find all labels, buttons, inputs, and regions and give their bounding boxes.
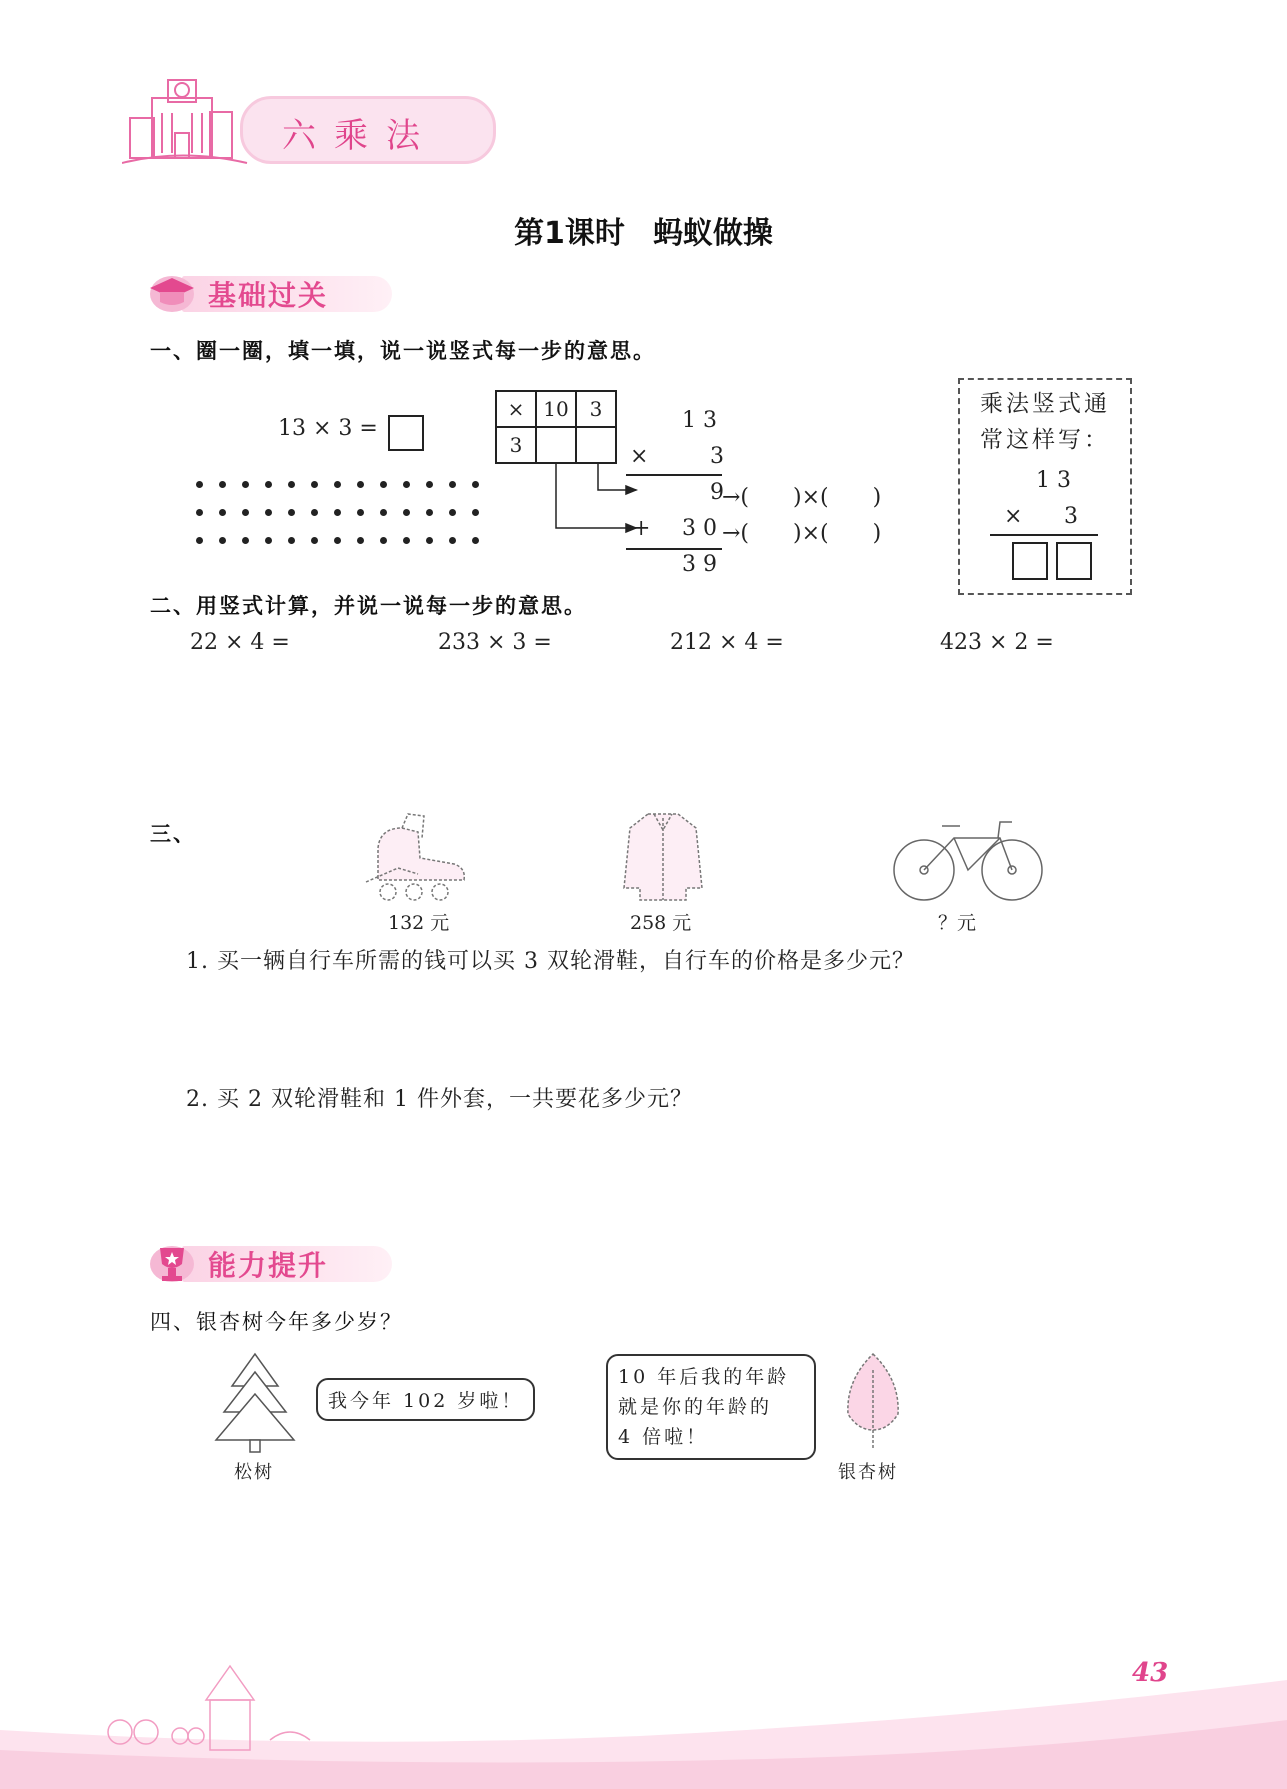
- roller-skates-icon: [358, 808, 478, 904]
- dot-row: [196, 526, 495, 554]
- dot: [219, 537, 226, 544]
- lesson-name: 蚂蚁做操: [652, 216, 773, 251]
- vertical-factor: 3: [710, 444, 724, 469]
- answer-box-ones[interactable]: [1056, 542, 1092, 580]
- partial-product-2: 3 0: [682, 516, 717, 541]
- dot: [357, 537, 364, 544]
- dot: [449, 509, 456, 516]
- footer-decoration: [0, 1640, 1287, 1789]
- lesson-title: [0, 208, 1287, 252]
- dot: [219, 509, 226, 516]
- dot-row: [196, 470, 495, 498]
- grid-cell-tens[interactable]: [536, 427, 576, 463]
- dot: [196, 537, 203, 544]
- dot: [380, 481, 387, 488]
- dot: [380, 509, 387, 516]
- ginkgo-speech-line-3: 4 倍啦！: [618, 1426, 709, 1448]
- dot-grid[interactable]: [196, 470, 495, 554]
- dot: [311, 537, 318, 544]
- q1-expression: 13 × 3 =: [278, 416, 378, 441]
- section-header-basic: [146, 270, 406, 316]
- method-note-text: 乘法竖式通常这样写：: [980, 391, 1110, 453]
- method-top: 1 3: [1036, 468, 1071, 493]
- price-jacket: 258 元: [630, 912, 692, 934]
- fill-blank-2[interactable]: →( )×( ): [722, 521, 882, 546]
- pine-label: 松树: [234, 1462, 274, 1483]
- school-building-icon: [122, 68, 252, 172]
- ginkgo-tree-icon: [838, 1350, 908, 1454]
- section-label: 基础过关: [208, 279, 329, 312]
- chapter-banner: [122, 68, 494, 172]
- dot: [311, 481, 318, 488]
- dot: [472, 481, 479, 488]
- trophy-icon: [146, 1240, 200, 1286]
- dot: [265, 537, 272, 544]
- dot: [196, 481, 203, 488]
- question-2-heading: 二、用竖式计算，并说一说每一步的意思。: [150, 594, 587, 618]
- vertical-top: 1 3: [682, 408, 717, 433]
- vertical-sum: 3 9: [682, 552, 717, 577]
- grid-header-ones: 3: [576, 391, 616, 427]
- section-header-ability: [146, 1240, 406, 1286]
- ginkgo-speech-line-1: 10 年后我的年龄: [618, 1366, 790, 1388]
- dot: [242, 481, 249, 488]
- dot: [403, 481, 410, 488]
- dot: [426, 537, 433, 544]
- dot: [403, 537, 410, 544]
- bicycle-icon: [888, 808, 1048, 904]
- method-op: ×: [1004, 504, 1023, 529]
- ginkgo-speech-line-2: 就是你的年龄的: [618, 1396, 773, 1418]
- calc-3: 212 × 4 =: [670, 630, 784, 655]
- method-factor: 3: [1064, 504, 1078, 529]
- calc-4: 423 × 2 =: [940, 630, 1054, 655]
- dot: [472, 537, 479, 544]
- dot: [357, 481, 364, 488]
- grid-cell-ones[interactable]: [576, 427, 616, 463]
- partial-product-1: 9: [710, 480, 724, 505]
- question-3-2: 2. 买 2 双轮滑鞋和 1 件外套，一共要花多少元？: [186, 1087, 693, 1112]
- price-roller-skates: 132 元: [388, 912, 450, 934]
- dot: [242, 537, 249, 544]
- dot: [426, 481, 433, 488]
- grid-row-factor: 3: [496, 427, 536, 463]
- price-bicycle: ？元: [938, 912, 977, 934]
- dot: [288, 537, 295, 544]
- partial-op: +: [632, 516, 651, 541]
- multiplication-grid: [495, 390, 617, 464]
- answer-box-tens[interactable]: [1012, 542, 1048, 580]
- answer-box[interactable]: [388, 415, 424, 451]
- dot: [449, 537, 456, 544]
- dot: [426, 509, 433, 516]
- lesson-number: 第1课时: [514, 216, 625, 251]
- jacket-icon: [620, 808, 706, 904]
- ginkgo-speech-bubble: [606, 1354, 816, 1460]
- question-1-heading: 一、圈一圈，填一填，说一说竖式每一步的意思。: [150, 339, 656, 363]
- vertical-op: ×: [630, 444, 649, 469]
- dot: [219, 481, 226, 488]
- grid-header-tens: 10: [536, 391, 576, 427]
- fill-blank-1[interactable]: →( )×( ): [722, 485, 882, 510]
- question-4-heading: 四、银杏树今年多少岁？: [150, 1310, 403, 1334]
- dot: [288, 481, 295, 488]
- dot: [334, 509, 341, 516]
- grid-header-op: ×: [496, 391, 536, 427]
- ginkgo-label: 银杏树: [838, 1462, 898, 1483]
- question-3-heading: 三、: [150, 822, 196, 846]
- dot: [380, 537, 387, 544]
- dot: [265, 509, 272, 516]
- chapter-title: 六乘法: [282, 116, 438, 156]
- dot: [196, 509, 203, 516]
- dot: [265, 481, 272, 488]
- graduation-cap-icon: [146, 270, 200, 316]
- page-number: 43: [1132, 1658, 1169, 1688]
- pine-speech-bubble: 我今年 102 岁啦！: [316, 1378, 535, 1421]
- dot: [242, 509, 249, 516]
- dot: [334, 481, 341, 488]
- dot: [403, 509, 410, 516]
- question-3-1: 1. 买一辆自行车所需的钱可以买 3 双轮滑鞋，自行车的价格是多少元？: [186, 949, 915, 974]
- calc-2: 233 × 3 =: [438, 630, 552, 655]
- dot: [472, 509, 479, 516]
- dot-row: [196, 498, 495, 526]
- dot: [357, 509, 364, 516]
- pine-tree-icon: [210, 1350, 300, 1454]
- calc-1: 22 × 4 =: [190, 630, 290, 655]
- dot: [311, 509, 318, 516]
- section-label: 能力提升: [208, 1249, 329, 1282]
- dot: [334, 537, 341, 544]
- dot: [288, 509, 295, 516]
- dot: [449, 481, 456, 488]
